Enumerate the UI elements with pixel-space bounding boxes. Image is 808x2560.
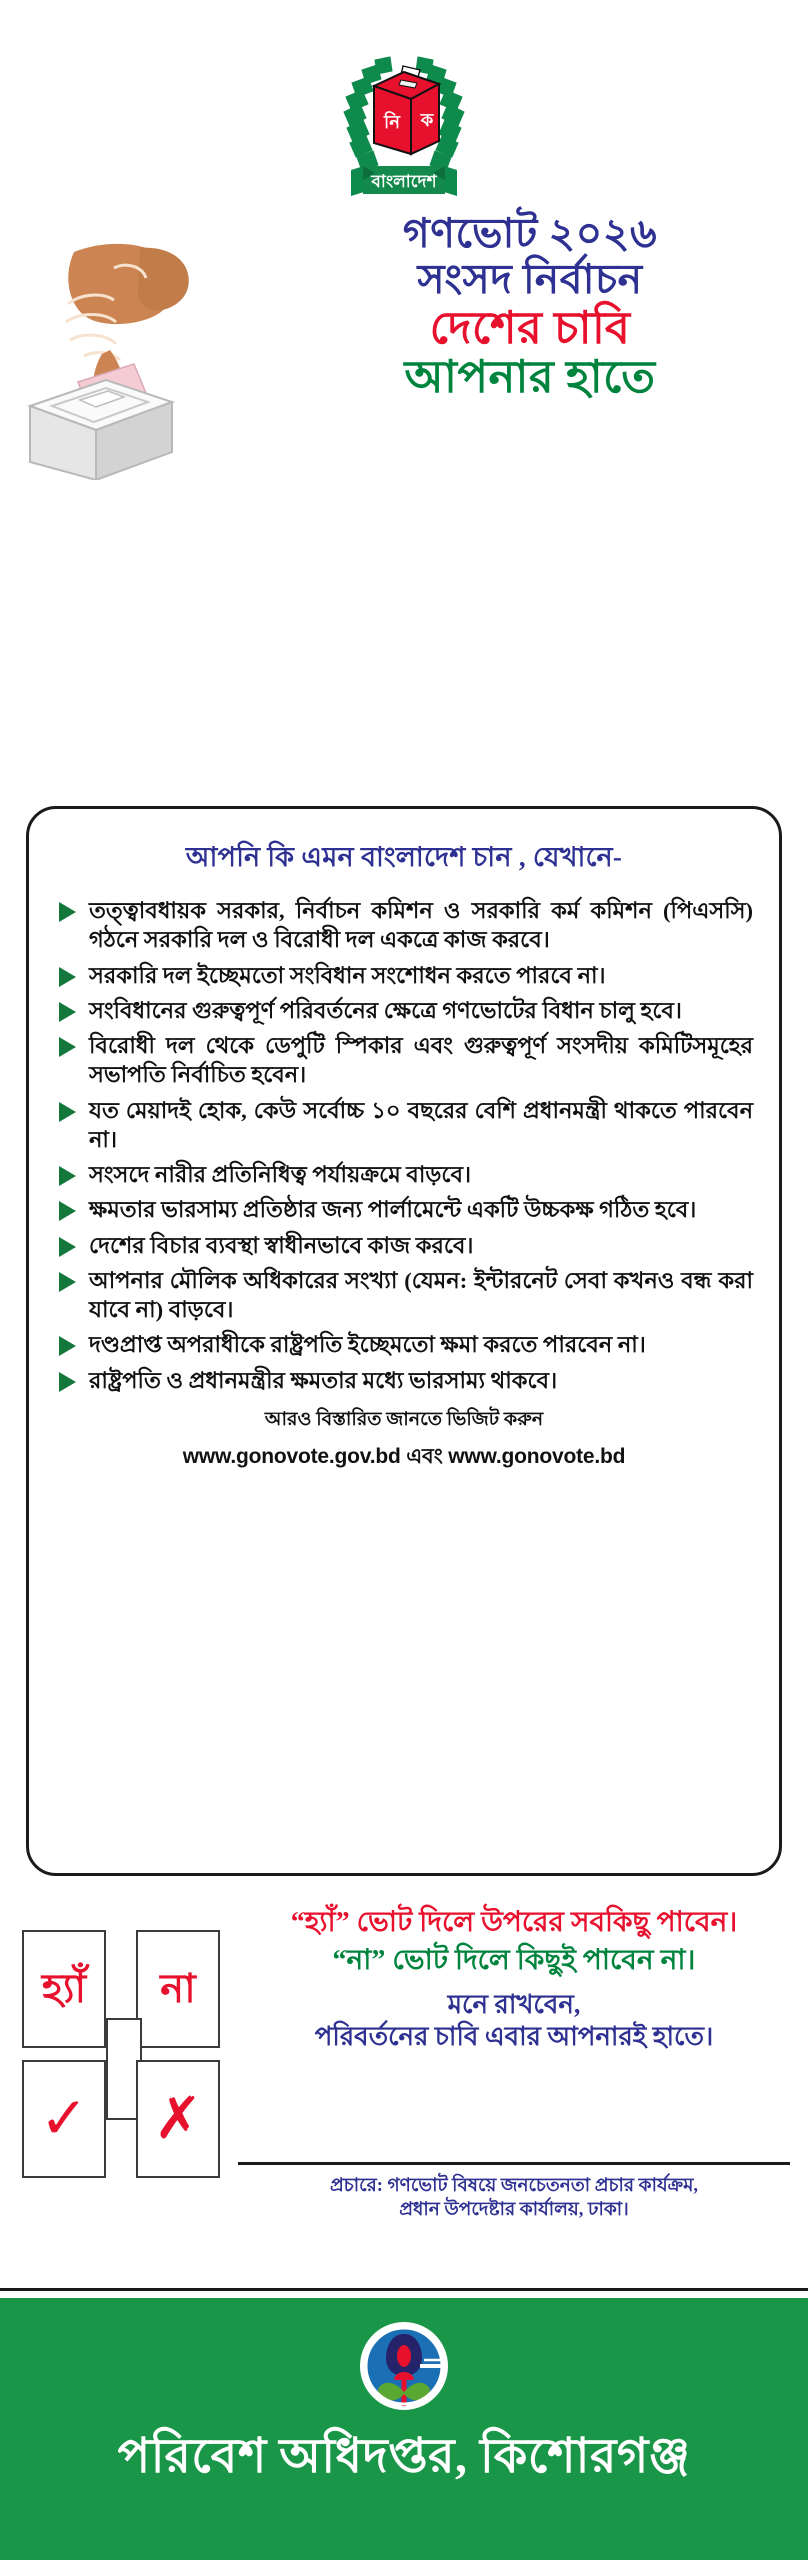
- ballot-cell-yes[interactable]: [22, 1930, 106, 2048]
- list-item: [55, 1195, 753, 1224]
- url-primary[interactable]: www.gonovote.gov.bd: [182, 1444, 401, 1468]
- credit-line-2: প্রধান উপদেষ্টার কার্যালয়, ঢাকা।: [399, 2200, 629, 2221]
- bullet-arrow-icon: [59, 1201, 76, 1221]
- slogan-yes-line: “হ্যাঁ” ভোট দিলে উপরের সবকিছু পাবেন।: [290, 1907, 738, 1938]
- list-item: [55, 996, 753, 1025]
- list-item-text: বিরোধী দল থেকে ডেপুটি স্পিকার এবং গুরুত্বপূর্ণ সংসদীয় কমিটিসমূহের সভাপতি নির্বাচিত হবেন।: [89, 1033, 753, 1088]
- bullet-arrow-icon: [59, 1336, 76, 1356]
- ballot-paper-diagram: [22, 1930, 232, 2180]
- list-item: [55, 1231, 753, 1260]
- url-conjunction: এবং: [406, 1444, 443, 1468]
- hand-casting-ballot-illustration: [22, 230, 242, 480]
- footer-organization-name: পরিবেশ অধিদপ্তর, কিশোরগঞ্জ: [117, 2430, 691, 2483]
- list-item: [55, 1330, 753, 1359]
- list-item: [55, 1266, 753, 1325]
- check-icon: ✓: [39, 2086, 89, 2151]
- credit-block: [238, 2174, 790, 2222]
- ballot-cell-no[interactable]: [136, 1930, 220, 2048]
- ballot-no-label: না: [160, 1966, 196, 2011]
- list-item-text: দণ্ডপ্রাপ্ত অপরাধীকে রাষ্ট্রপতি ইচ্ছেমতো ক্ষমা করতে পারবেন না।: [89, 1332, 646, 1358]
- list-item-text: আপনার মৌলিক অধিকারের সংখ্যা (যেমন: ইন্টারনেট সেবা কখনও বন্ধ করা যাবে না) বাড়বে।: [89, 1267, 753, 1322]
- bullet-arrow-icon: [59, 1166, 76, 1186]
- information-card: [26, 806, 782, 1876]
- list-item: [55, 896, 753, 955]
- logo-ballot-right-letter: ক: [420, 110, 434, 130]
- card-title: আপনি কি এমন বাংলাদেশ চান , যেখানে-: [185, 842, 623, 872]
- slogan-remember-line-1: মনে রাখবেন,: [447, 1990, 581, 2020]
- bullet-arrow-icon: [59, 1272, 76, 1292]
- bullet-arrow-icon: [59, 967, 76, 987]
- list-item: [55, 1031, 753, 1090]
- headline-line-referendum-year: গণভোট ২০২৬: [402, 210, 658, 256]
- url-secondary[interactable]: www.gonovote.bd: [448, 1444, 626, 1468]
- list-item: [55, 1096, 753, 1155]
- list-item: [55, 961, 753, 990]
- headline-line-parliament-election: সংসদ নির্বাচন: [417, 255, 643, 302]
- department-of-environment-logo: [358, 2320, 450, 2412]
- credit-line-1: প্রচারে: গণভোট বিষয়ে জনচেতনতা প্রচার কার্যক্রম,: [330, 2176, 698, 2196]
- election-commission-logo: [289, 42, 519, 202]
- ballot-cell-cross[interactable]: [136, 2060, 220, 2178]
- bullet-arrow-icon: [59, 1102, 76, 1122]
- footer-divider: [0, 2288, 808, 2291]
- bullet-arrow-icon: [59, 1037, 76, 1057]
- list-item-text: সংবিধানের গুরুত্বপূর্ণ পরিবর্তনের ক্ষেত্রে গণভোটের বিধান চালু হবে।: [89, 997, 682, 1023]
- visit-urls: [55, 1440, 753, 1475]
- headline-block: [270, 212, 790, 401]
- logo-ballot-left-letter: নি: [384, 112, 400, 132]
- list-item-text: সরকারি দল ইচ্ছেমতো সংবিধান সংশোধন করতে পারবে না।: [89, 962, 606, 988]
- list-item-text: সংসদে নারীর প্রতিনিধিত্ব পর্যায়ক্রমে বাড়বে।: [89, 1162, 472, 1187]
- ballot-cell-tick[interactable]: [22, 2060, 106, 2178]
- credit-divider: [238, 2162, 790, 2165]
- bullet-arrow-icon: [59, 1372, 76, 1392]
- points-list: [55, 896, 753, 1395]
- list-item: [55, 1160, 753, 1189]
- slogan-no-line: “না” ভোট দিলে কিছুই পাবেন না।: [332, 1945, 696, 1977]
- list-item-text: তত্ত্বাবধায়ক সরকার, নির্বাচন কমিশন ও সরকারি কর্ম কমিশন (পিএসসি) গঠনে সরকারি দল ও বিরোধী দল একত্রে কাজ করবে।: [89, 898, 753, 953]
- list-item-text: যত মেয়াদই হোক, কেউ সর্বোচ্চ ১০ বছরের বেশি প্রধানমন্ত্রী থাকতে পারবেন না।: [89, 1097, 753, 1152]
- cross-icon: ✗: [153, 2086, 203, 2151]
- footer-banner: [0, 2298, 808, 2560]
- list-item-text: রাষ্ট্রপতি ও প্রধানমন্ত্রীর ক্ষমতার মধ্যে ভারসাম্য থাকবে।: [89, 1367, 558, 1393]
- ballot-yes-label: হ্যাঁ: [41, 1966, 87, 2011]
- bullet-arrow-icon: [59, 902, 76, 922]
- slogan-remember-line-2: পরিবর্তনের চাবি এবার আপনারই হাতে।: [314, 2021, 714, 2051]
- visit-instruction: আরও বিস্তারিত জানতে ভিজিট করুন: [264, 1408, 544, 1430]
- headline-line-country-key: দেশের চাবি: [429, 303, 631, 354]
- bullet-arrow-icon: [59, 1237, 76, 1257]
- bullet-arrow-icon: [59, 1002, 76, 1022]
- list-item-text: দেশের বিচার ব্যবস্থা স্বাধীনভাবে কাজ করবে।: [89, 1232, 474, 1258]
- list-item: [55, 1366, 753, 1395]
- slogan-block: [238, 1906, 790, 2052]
- svg-text:বাংলাদেশ: বাংলাদেশ: [371, 172, 437, 191]
- headline-line-in-your-hand: আপনার হাতে: [404, 352, 656, 403]
- list-item-text: ক্ষমতার ভারসাম্য প্রতিষ্ঠার জন্য পার্লামেন্টে একটি উচ্চকক্ষ গঠিত হবে।: [89, 1197, 697, 1223]
